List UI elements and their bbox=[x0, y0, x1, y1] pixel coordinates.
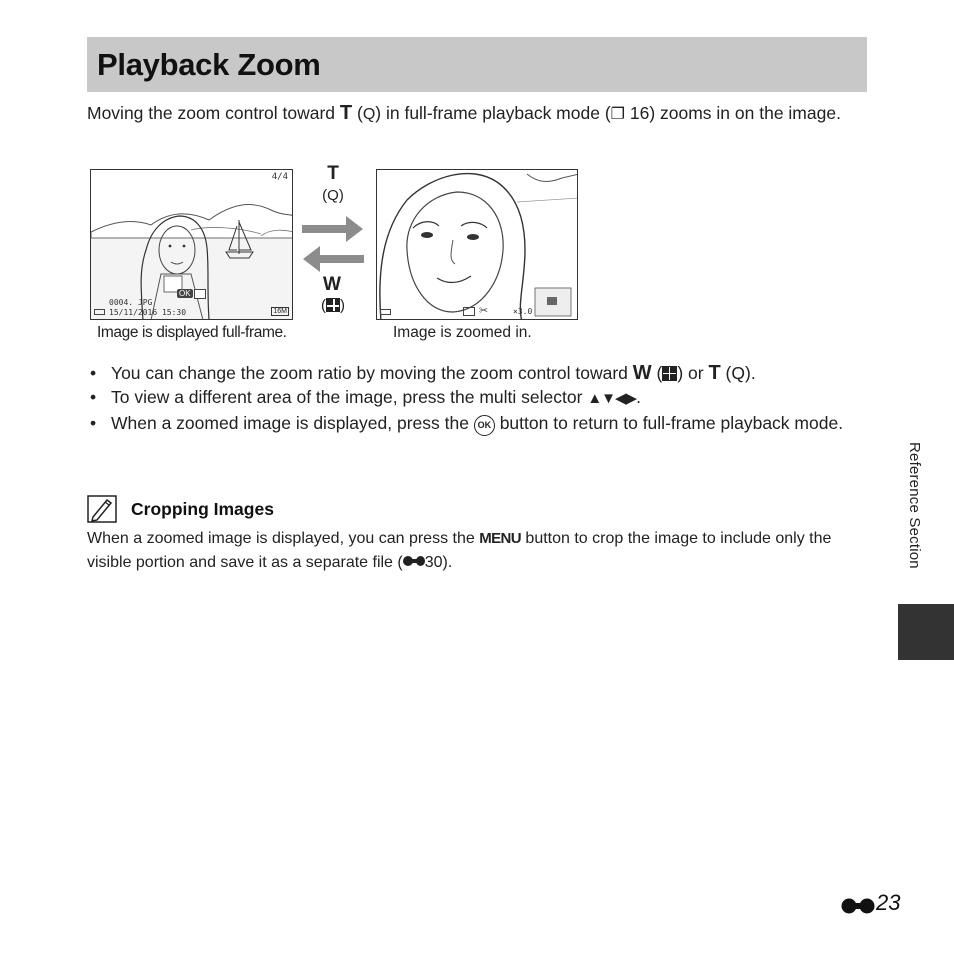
note-text: When a zoomed image is displayed, you can press the bbox=[87, 530, 480, 547]
list-item bbox=[90, 411, 870, 436]
thumbnail-icon bbox=[326, 298, 340, 312]
side-label-text: Reference Section bbox=[906, 442, 923, 569]
retouch-badge-icon bbox=[194, 289, 206, 299]
file-name: 0004. JPG bbox=[109, 298, 153, 307]
note-body bbox=[87, 527, 867, 575]
note-text: button to crop the image to include only the visible portion and save it as a separate file ( bbox=[87, 530, 832, 571]
battery-icon bbox=[94, 309, 105, 315]
quick-retouch-icon bbox=[463, 307, 475, 316]
intro-text-4: 16) zooms in on the image. bbox=[625, 103, 841, 123]
intro-text-2: ( bbox=[352, 103, 363, 123]
bullet-text: To view a different area of the image, press the multi selector bbox=[111, 387, 588, 407]
book-reference-icon: ❐ bbox=[610, 106, 625, 123]
battery-icon-zoomed bbox=[380, 309, 391, 315]
note-title: Cropping Images bbox=[131, 499, 274, 519]
zoom-t-label: T bbox=[327, 163, 339, 184]
ok-button-icon: OK bbox=[474, 415, 495, 436]
full-frame-screen bbox=[90, 169, 293, 320]
zoom-t-symbol: T bbox=[339, 102, 353, 124]
reference-section-icon bbox=[403, 556, 425, 566]
zoom-w-label: W bbox=[323, 274, 341, 295]
note-pencil-icon bbox=[87, 495, 117, 523]
caption-zoomed: Image is zoomed in. bbox=[393, 324, 532, 341]
intro-text-3: ) in full-frame playback mode ( bbox=[375, 103, 611, 123]
bullet-text: ( bbox=[651, 363, 663, 383]
list-item bbox=[90, 361, 870, 385]
note-text: ). bbox=[442, 554, 453, 571]
list-item bbox=[90, 385, 870, 411]
paren-open: ( bbox=[321, 297, 326, 314]
bullet-text: button to return to full-frame playback mode. bbox=[494, 413, 844, 433]
zoomed-illustration bbox=[377, 170, 578, 320]
zoomed-screen bbox=[376, 169, 578, 320]
reference-section-page-icon bbox=[841, 898, 875, 914]
page-title: Playback Zoom bbox=[97, 47, 321, 82]
zoom-out-arrow-icon bbox=[303, 246, 364, 272]
page-number: 23 bbox=[876, 890, 901, 915]
zoom-w-thumbnail-label bbox=[312, 297, 354, 314]
section-tab bbox=[898, 604, 954, 660]
bullet-text: (Q). bbox=[720, 363, 756, 383]
thumbnail-icon bbox=[662, 366, 677, 381]
zoom-w-symbol: W bbox=[632, 362, 652, 384]
intro-text-1: Moving the zoom control toward bbox=[87, 103, 340, 123]
tips-list bbox=[90, 361, 870, 436]
zoom-direction-arrows bbox=[300, 213, 366, 275]
multi-selector-arrows-icon: ▲▼◀▶ bbox=[587, 390, 637, 407]
image-size-badge: 16M bbox=[273, 308, 287, 315]
zoom-t-symbol: T bbox=[708, 362, 721, 384]
title-bar bbox=[87, 37, 867, 92]
zoom-ratio: ×3.0 bbox=[513, 307, 533, 316]
bullet-text: ) or bbox=[677, 363, 709, 383]
bullet-text: You can change the zoom ratio by moving the zoom control toward bbox=[111, 363, 633, 383]
paren-close: ) bbox=[340, 297, 345, 314]
bullet-text: When a zoomed image is displayed, press the bbox=[111, 413, 474, 433]
frame-counter: 4/4 bbox=[271, 172, 288, 182]
caption-full-frame: Image is displayed full-frame. bbox=[97, 324, 287, 341]
intro-paragraph bbox=[87, 99, 872, 129]
magnify-icon: Q bbox=[362, 106, 376, 123]
zoom-in-arrow-icon bbox=[302, 216, 363, 242]
ok-badge: OK bbox=[179, 289, 191, 298]
menu-button-icon: MENU bbox=[479, 530, 521, 547]
side-section-label bbox=[903, 442, 925, 592]
date-time: 15/11/2016 15:30 bbox=[109, 308, 187, 317]
note-reference-number: 30 bbox=[424, 554, 443, 571]
crop-scissors-icon: ✂ bbox=[479, 305, 489, 317]
zoom-t-magnify-label: (Q) bbox=[322, 187, 344, 204]
bullet-text: . bbox=[636, 387, 641, 407]
